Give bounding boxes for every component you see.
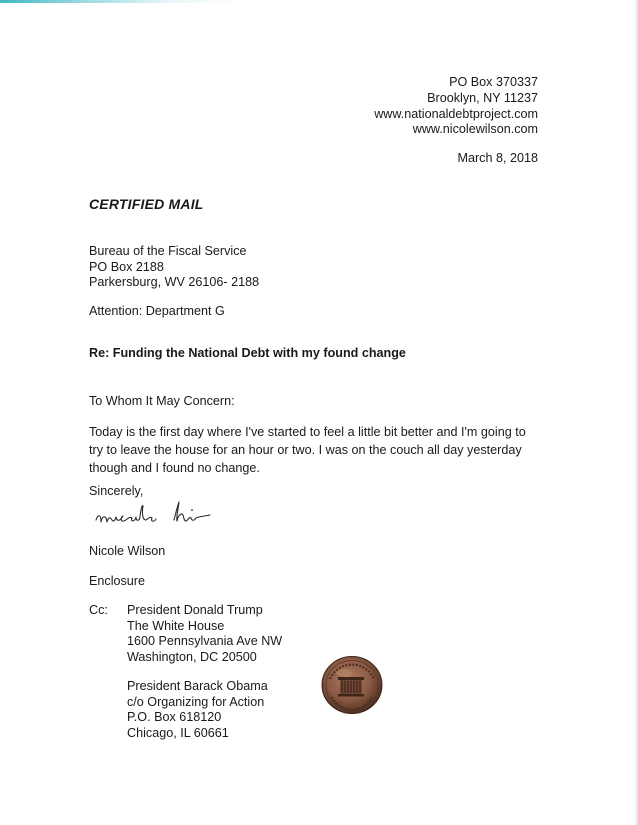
cc-recipient-2-line-1: President Barack Obama: [127, 679, 268, 693]
sender-website-2: www.nicolewilson.com: [412, 122, 538, 136]
signer-name: Nicole Wilson: [89, 544, 166, 558]
recipient-address: [89, 244, 259, 291]
letter-date: March 8, 2018: [457, 151, 538, 165]
body-line-2: try to leave the house for an hour or two. I was on the couch all day yesterday: [89, 443, 522, 457]
scan-edge-artifact: [0, 0, 240, 3]
cc-recipient-2-line-2: c/o Organizing for Action: [127, 694, 265, 709]
cc-recipient-1-line-1: President Donald Trump: [127, 603, 263, 617]
enclosure-note: Enclosure: [89, 574, 146, 588]
cc-recipient-1-line-3: 1600 Pennsylvania Ave NW: [127, 634, 283, 648]
handwritten-signature-icon: [92, 496, 242, 536]
recipient-line-3: Parkersburg, WV 26106- 2188: [89, 275, 260, 289]
cc-recipient-2: [127, 679, 268, 741]
subject-line: Re: Funding the National Debt with my found change: [89, 346, 406, 360]
cc-recipient-1-line-2: The White House: [127, 618, 225, 633]
attention-line: Attention: Department G: [89, 304, 225, 318]
cc-label: Cc:: [89, 603, 108, 617]
cc-recipient-2-line-3: P.O. Box 618120: [127, 710, 222, 724]
letter-body: [89, 423, 549, 477]
body-line-3: though and I found no change.: [89, 461, 260, 475]
cc-recipient-1-line-4: Washington, DC 20500: [127, 649, 257, 664]
closing: Sincerely,: [89, 484, 144, 498]
body-line-1: Today is the first day where I've started to feel a little bit better and I'm going to: [89, 425, 526, 439]
cc-recipient-2-line-4: Chicago, IL 60661: [127, 725, 229, 740]
recipient-line-1: Bureau of the Fiscal Service: [89, 244, 247, 258]
salutation: To Whom It May Concern:: [89, 394, 235, 408]
sender-line-2: Brooklyn, NY 11237: [427, 91, 538, 105]
penny-coin-icon: [320, 655, 384, 715]
delivery-method: CERTIFIED MAIL: [89, 196, 204, 212]
cc-recipient-1: [127, 603, 282, 665]
sender-line-1: PO Box 370337: [449, 75, 538, 89]
sender-website-1: www.nationaldebtproject.com: [374, 107, 538, 121]
recipient-line-2: PO Box 2188: [89, 259, 164, 274]
scan-edge-shadow: [634, 0, 638, 825]
